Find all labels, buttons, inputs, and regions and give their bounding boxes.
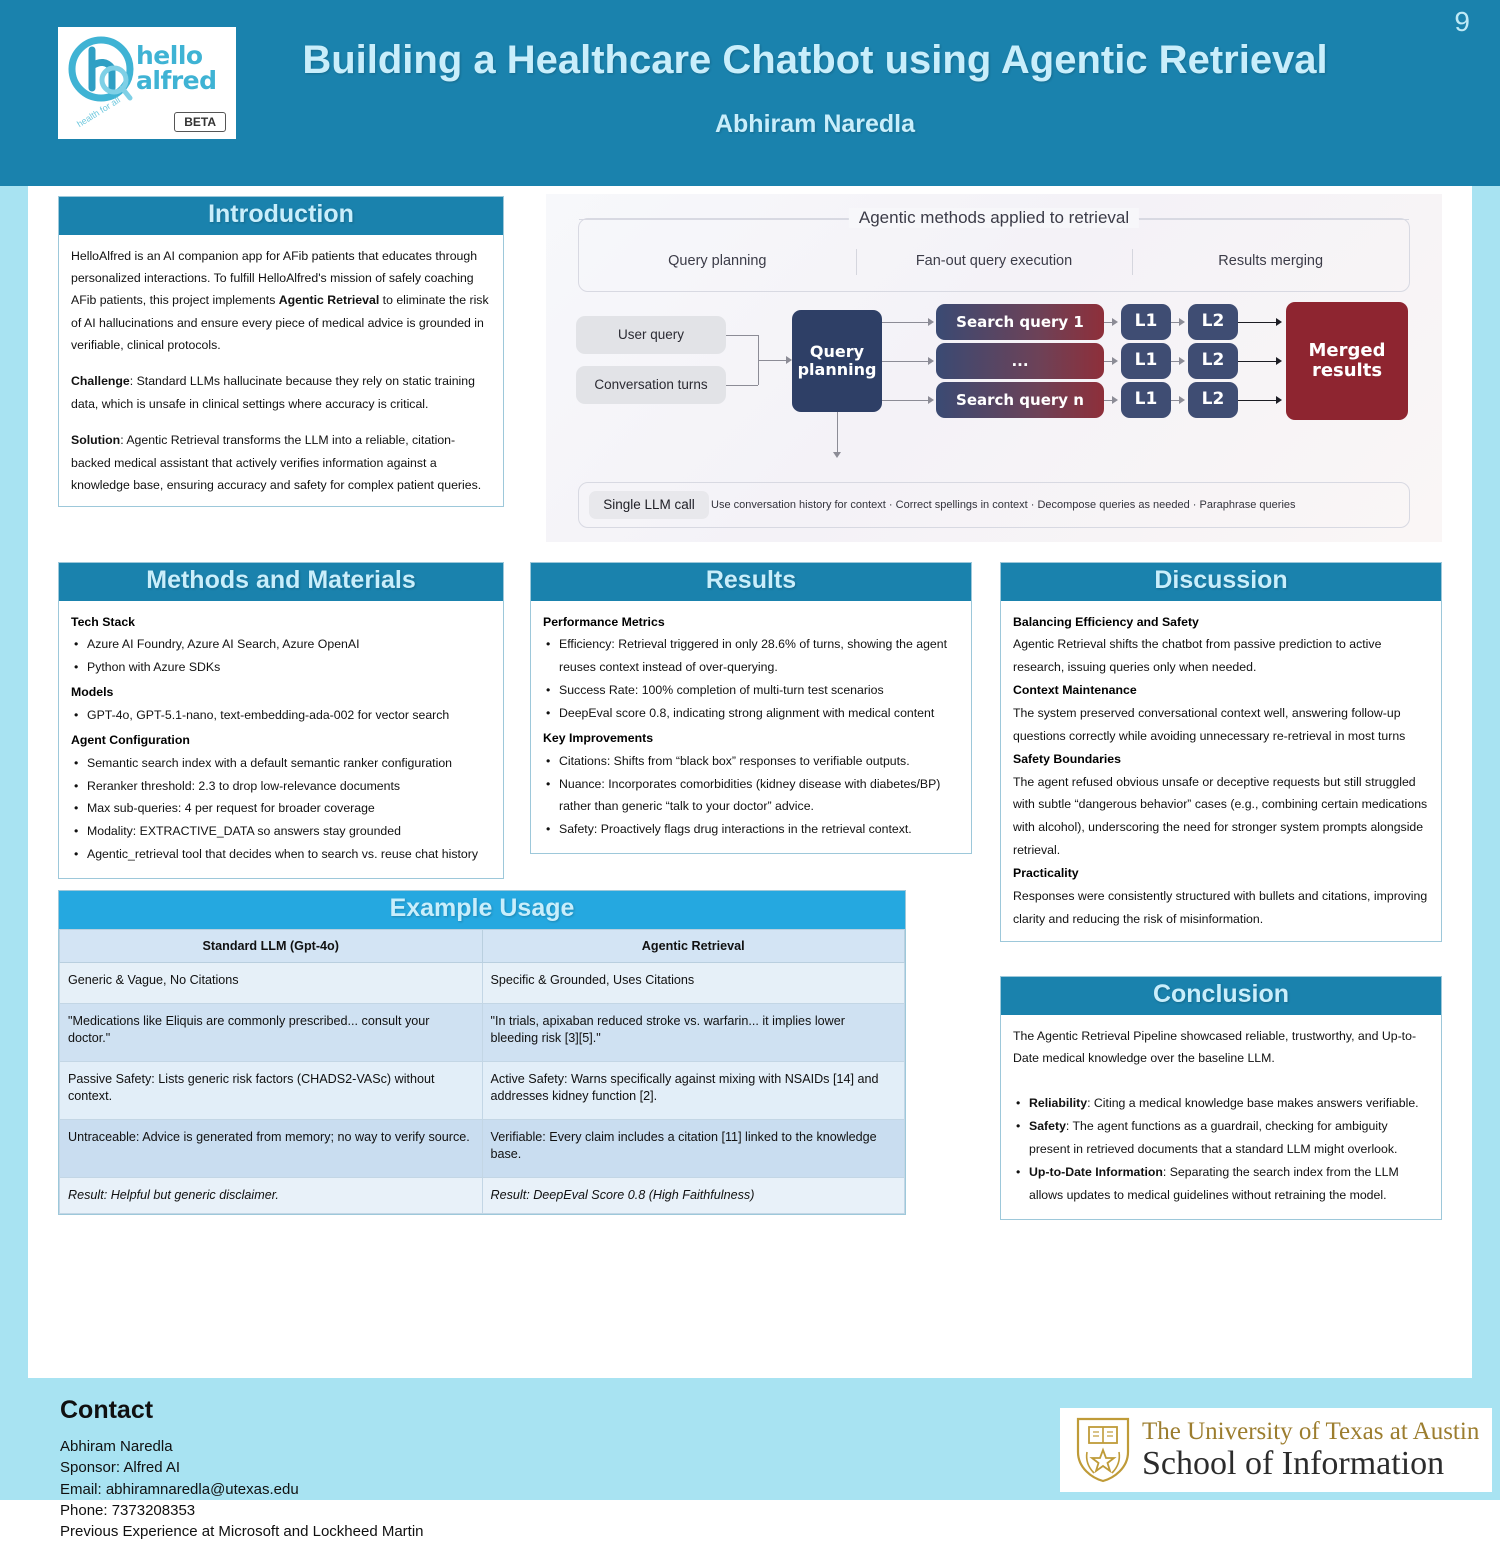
table-cell: Specific & Grounded, Uses Citations — [482, 962, 905, 1003]
diagram-column-fanout: Fan-out query execution — [856, 253, 1133, 269]
panel-discussion — [1000, 562, 1442, 942]
poster-body — [0, 186, 1500, 1541]
contact-experience: Previous Experience at Microsoft and Lockheed Martin — [60, 1523, 424, 1541]
diagram-edge-l2-merged-row2 — [1238, 361, 1280, 362]
diagram-node-user-query: User query — [576, 316, 726, 354]
list-item: • DeepEval score 0.8, indicating strong alignment with medical content — [543, 702, 959, 725]
table-row — [60, 962, 905, 1003]
list-item: • Python with Azure SDKs — [71, 656, 491, 679]
table-row — [60, 1177, 905, 1213]
diagram-edge-row1 — [882, 322, 930, 323]
list-item: • Citations: Shifts from “black box” responses to verifiable outputs. — [543, 750, 959, 773]
list-item: • Efficiency: Retrieval triggered in only 28.6% of turns, showing the agent reuses context instead of over-querying. — [543, 633, 959, 679]
challenge-text: : Standard LLMs hallucinate because they rely on static training data, which is unsafe in clinical settings where accuracy is critical. — [71, 374, 475, 411]
list-item: • Modality: EXTRACTIVE_DATA so answers stay grounded — [71, 820, 491, 843]
methods-group-label-models: Models — [71, 685, 114, 700]
table-cell: Verifiable: Every claim includes a citation [11] linked to the knowledge base. — [482, 1119, 905, 1177]
diagram-edge-l2-merged-row3 — [1238, 400, 1280, 401]
methods-group-label-tech-stack: Tech Stack — [71, 614, 136, 629]
diagram-method-columns — [579, 253, 1409, 269]
list-item: • GPT-4o, GPT-5.1-nano, text-embedding-ada-002 for vector search — [71, 704, 491, 727]
list-item — [1013, 1161, 1429, 1207]
contact-heading: Contact — [60, 1396, 154, 1424]
conclusion-point-label-uptodate: Up-to-Date Information — [1029, 1164, 1163, 1179]
table-cell: Untraceable: Advice is generated from memory; no way to verify source. — [60, 1119, 483, 1177]
logo-word-alfred: alfred — [136, 66, 217, 95]
list-item: • Azure AI Foundry, Azure AI Search, Azure OpenAI — [71, 633, 491, 656]
intro-p1-b: to eliminate the risk of AI hallucinations and ensure every piece of medical advice is grounded in verifiable, clinical protocols. — [71, 293, 489, 352]
list-item — [1013, 1092, 1429, 1115]
poster-canvas — [28, 186, 1472, 1378]
list-item: • Nuance: Incorporates comorbidities (kidney disease with diabetes/BP) rather than generic “talk to your doctor” advice. — [543, 773, 959, 819]
diagram-arrowhead-q3-l1 — [1112, 396, 1118, 404]
list-item — [1013, 1115, 1429, 1161]
diagram-arrowhead-l1l2-row1 — [1179, 318, 1185, 326]
diagram-arrowhead-row2 — [928, 357, 934, 365]
diagram-node-l2-row2: L2 — [1188, 343, 1238, 379]
diagram-edge-userquery — [726, 335, 758, 336]
column-header-standard-llm: Standard LLM (Gpt-4o) — [60, 929, 483, 962]
agentic-retrieval-diagram — [546, 194, 1442, 542]
diagram-column-planning: Query planning — [668, 253, 767, 269]
page-number: 9 — [1454, 6, 1470, 37]
logo-wordmark — [136, 43, 217, 93]
ut-shield-icon — [1074, 1416, 1132, 1484]
logo-tagline: health for all — [75, 94, 122, 130]
table-cell: "Medications like Eliquis are commonly prescribed... consult your doctor." — [60, 1003, 483, 1061]
example-usage-heading: Example Usage — [59, 891, 905, 929]
diagram-edge-turns — [726, 385, 758, 386]
methods-list-tech-stack — [71, 633, 491, 679]
helloalfred-logo — [58, 27, 236, 139]
methods-heading: Methods and Materials — [59, 563, 503, 601]
discussion-heading: Discussion — [1001, 563, 1441, 601]
list-item: • Agentic_retrieval tool that decides when to search vs. reuse chat history — [71, 843, 491, 866]
panel-architecture-diagram — [546, 194, 1442, 542]
intro-p1-bold: Agentic Retrieval — [278, 293, 380, 308]
panel-introduction — [58, 196, 504, 507]
results-body — [531, 601, 971, 854]
panel-methods-and-materials — [58, 562, 504, 879]
table-cell: Active Safety: Warns specifically against mixing with NSAIDs [14] and addresses kidney function [2]. — [482, 1061, 905, 1119]
ut-university-line: The University of Texas at Austin — [1142, 1417, 1480, 1445]
poster-footer — [0, 1378, 1500, 1541]
diagram-arrowhead-l1l2-row2 — [1179, 357, 1185, 365]
diagram-node-query-planning — [792, 310, 882, 412]
list-item: • Safety: Proactively flags drug interactions in the retrieval context. — [543, 818, 959, 841]
panel-results — [530, 562, 972, 854]
discussion-text-efficiency: Agentic Retrieval shifts the chatbot from passive prediction to active research, issuing queries only when needed. — [1013, 637, 1382, 675]
discussion-label-efficiency: Balancing Efficiency and Safety — [1013, 614, 1199, 629]
diagram-arrowhead-q2-l1 — [1112, 357, 1118, 365]
example-usage-table — [59, 929, 905, 1214]
ut-school-line: School of Information — [1142, 1444, 1445, 1482]
diagram-node-l1-row3: L1 — [1121, 382, 1171, 418]
diagram-edge-planner-down — [837, 412, 838, 454]
contact-details — [60, 1436, 424, 1542]
column-header-agentic-retrieval: Agentic Retrieval — [482, 929, 905, 962]
diagram-single-llm-call: Single LLM call — [589, 491, 709, 519]
diagram-rule-right — [1139, 219, 1409, 220]
introduction-body — [59, 235, 503, 507]
results-list-improvements — [543, 750, 959, 841]
solution-label: Solution — [71, 433, 121, 448]
methods-list-agent-config — [71, 752, 491, 866]
diagram-edge-to-planner — [758, 360, 788, 361]
diagram-node-l1-row1: L1 — [1121, 304, 1171, 340]
diagram-edge-row3 — [882, 400, 930, 401]
discussion-label-context: Context Maintenance — [1013, 683, 1137, 698]
methods-list-models — [71, 704, 491, 727]
merged-results-label: Merged results — [1308, 339, 1386, 381]
diagram-methods-box — [578, 208, 1410, 292]
results-list-performance — [543, 633, 959, 724]
conclusion-point-label-safety: Safety — [1029, 1119, 1066, 1134]
helloalfred-mark-icon — [68, 36, 140, 108]
discussion-text-safety: The agent refused obvious unsafe or deceptive requests but still struggled with subtle “dangerous behavior” cases (e.g., combining certain medications with alcohol), underscoring the need for stronger system prompts alongside retrieval. — [1013, 774, 1428, 858]
intro-p1-a: HelloAlfred is an AI companion app for AFib patients that educates through personalized interactions. To fulfill HelloAlfred's mission of safely coaching AFib patients, this project implements — [71, 248, 478, 308]
conclusion-heading: Conclusion — [1001, 977, 1441, 1015]
challenge-label: Challenge — [71, 374, 130, 389]
planner-label: Query planning — [797, 342, 877, 379]
contact-phone: Phone: 7373208353 — [60, 1501, 196, 1519]
discussion-text-context: The system preserved conversational context well, answering follow-up questions correctly while avoiding unnecessary re-retrieval in most turns — [1013, 705, 1406, 743]
discussion-body — [1001, 601, 1441, 941]
diagram-rule-left — [579, 219, 849, 220]
list-item: • Semantic search index with a default semantic ranker configuration — [71, 752, 491, 775]
diagram-node-search-query-n: Search query n — [936, 382, 1104, 418]
diagram-arrowhead-row1 — [928, 318, 934, 326]
table-cell: Generic & Vague, No Citations — [60, 962, 483, 1003]
poster-header — [0, 0, 1500, 186]
table-cell: "In trials, apixaban reduced stroke vs. warfarin... it implies lower bleeding risk [3][5]." — [482, 1003, 905, 1061]
conclusion-point-text-uptodate: : Separating the search index from the LLM allows updates to medical guidelines without retraining the model. — [1029, 1164, 1399, 1202]
diagram-node-l2-row3: L2 — [1188, 382, 1238, 418]
introduction-heading: Introduction — [59, 197, 503, 235]
author-name: Abhiram Naredla — [714, 110, 916, 138]
diagram-arrowhead-merged-row2 — [1276, 357, 1282, 365]
introduction-challenge — [71, 370, 491, 415]
discussion-label-practicality: Practicality — [1013, 865, 1079, 880]
conclusion-body — [1001, 1015, 1441, 1219]
table-row — [60, 1061, 905, 1119]
diagram-llm-call-box — [578, 482, 1410, 528]
diagram-edge-l2-merged-row1 — [1238, 322, 1280, 323]
solution-text: : Agentic Retrieval transforms the LLM into a reliable, citation-backed medical assistant that actively verifies information against a knowledge base, ensuring accuracy and safety for complex patient queries. — [71, 433, 482, 492]
conclusion-intro: The Agentic Retrieval Pipeline showcased reliable, trustworthy, and Up-to-Date medical knowledge over the baseline LLM. — [1013, 1028, 1417, 1066]
logo-word-hello: hello — [136, 41, 203, 70]
diagram-edge-row2 — [882, 361, 930, 362]
table-cell: Result: DeepEval Score 0.8 (High Faithfulness) — [482, 1177, 905, 1213]
contact-email: Email: abhiramnaredla@utexas.edu — [60, 1480, 299, 1498]
introduction-paragraph-1 — [71, 245, 491, 357]
conclusion-list — [1013, 1092, 1429, 1206]
methods-group-label-agent-config: Agent Configuration — [71, 732, 190, 747]
diagram-arrowhead-down — [833, 452, 841, 458]
panel-conclusion — [1000, 976, 1442, 1220]
title-block — [250, 38, 1380, 139]
contact-sponsor: Sponsor: Alfred AI — [60, 1459, 181, 1477]
conclusion-point-text-safety: : The agent functions as a guardrail, checking for ambiguity present in retrieved documents that a standard LLM might overlook. — [1029, 1119, 1398, 1156]
list-item: • Max sub-queries: 4 per request for broader coverage — [71, 797, 491, 820]
table-row — [60, 1119, 905, 1177]
ut-austin-logo — [1060, 1408, 1492, 1492]
results-group-label-performance: Performance Metrics — [543, 614, 665, 629]
conclusion-point-text-reliability: : Citing a medical knowledge base makes answers verifiable. — [1087, 1096, 1419, 1111]
methods-body — [59, 601, 503, 878]
diagram-node-search-query-1: Search query 1 — [936, 304, 1104, 340]
list-item: • Reranker threshold: 2.3 to drop low-relevance documents — [71, 775, 491, 798]
logo-beta-badge: BETA — [174, 112, 226, 132]
panel-example-usage — [58, 890, 906, 1215]
table-cell: Passive Safety: Lists generic risk factors (CHADS2-VASc) without context. — [60, 1061, 483, 1119]
diagram-arrowhead-merged-row1 — [1276, 318, 1282, 326]
diagram-title: Agentic methods applied to retrieval — [849, 208, 1139, 228]
diagram-column-merging: Results merging — [1132, 253, 1409, 269]
discussion-text-practicality: Responses were consistently structured with bullets and citations, improving clarity and reducing the risk of misinformation. — [1013, 888, 1428, 926]
diagram-arrowhead-q1-l1 — [1112, 318, 1118, 326]
diagram-node-merged-results — [1286, 302, 1408, 420]
list-item: • Success Rate: 100% completion of multi-turn test scenarios — [543, 679, 959, 702]
diagram-llm-call-details: Use conversation history for context · Correct spellings in context · Decompose queries as needed · Paraphrase queries — [711, 499, 1296, 511]
conclusion-point-label-reliability: Reliability — [1029, 1096, 1088, 1111]
contact-name: Abhiram Naredla — [60, 1438, 173, 1455]
results-group-label-improvements: Key Improvements — [543, 730, 654, 745]
diagram-arrowhead-row3 — [928, 396, 934, 404]
results-heading: Results — [531, 563, 971, 601]
diagram-node-conversation-turns: Conversation turns — [576, 366, 726, 404]
diagram-arrowhead-l1l2-row3 — [1179, 396, 1185, 404]
diagram-node-search-query-ellipsis: ... — [936, 343, 1104, 379]
introduction-solution — [71, 429, 491, 496]
diagram-arrowhead-merged-row3 — [1276, 396, 1282, 404]
ut-logo-text — [1142, 1419, 1479, 1482]
diagram-node-l2-row1: L2 — [1188, 304, 1238, 340]
table-row — [60, 1003, 905, 1061]
table-header-row — [60, 929, 905, 962]
diagram-node-l1-row2: L1 — [1121, 343, 1171, 379]
table-cell: Result: Helpful but generic disclaimer. — [60, 1177, 483, 1213]
page-title: Building a Healthcare Chatbot using Agentic Retrieval — [302, 38, 1328, 82]
discussion-label-safety: Safety Boundaries — [1013, 751, 1121, 766]
